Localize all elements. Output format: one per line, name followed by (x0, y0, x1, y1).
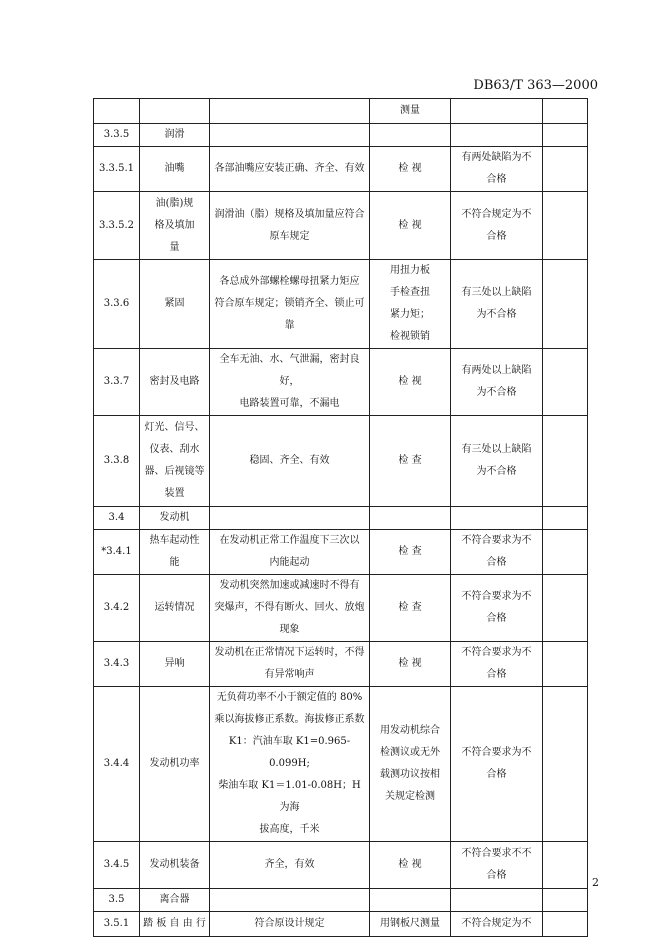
requirement-cell (210, 507, 370, 530)
method-cell: 测量 (370, 99, 451, 124)
requirement-cell: 发动机突然加速或减速时不得有 突爆声，不得有断火、回火、放炮 现象 (210, 575, 370, 642)
method-cell: 检 视 (370, 642, 451, 687)
item-number-cell: 3.3.8 (94, 416, 140, 507)
blank-cell (543, 842, 588, 889)
requirement-cell (210, 99, 370, 124)
method-cell: 检 视 (370, 349, 451, 416)
requirement-cell: 无负荷功率不小于额定值的 80% 乘以海拔修正系数。海拔修正系数 K1：汽油车取 K1=0.965-0.099H; 柴油车取 K1＝1.01-0.08H；H 为海 拔高度，千米 (210, 687, 370, 842)
item-name-cell: 离合器 (140, 889, 210, 912)
method-cell: 检 查 (370, 575, 451, 642)
blank-cell (543, 507, 588, 530)
method-cell: 检 视 (370, 147, 451, 192)
blank-cell (543, 687, 588, 842)
criterion-cell (451, 124, 543, 147)
criterion-cell (451, 99, 543, 124)
requirement-cell: 在发动机正常工作温度下三次以 内能起动 (210, 530, 370, 575)
blank-cell (543, 260, 588, 349)
table-row (94, 842, 588, 889)
criterion-cell: 不符合规定为不 合格 (451, 192, 543, 260)
item-number-cell: 3.3.5 (94, 124, 140, 147)
document-code: DB63/T 363—2000 (473, 78, 598, 93)
item-name-cell: 热车起动性 能 (140, 530, 210, 575)
item-number-cell: 3.4.5 (94, 842, 140, 889)
item-number-cell (94, 99, 140, 124)
item-name-cell: 运转情况 (140, 575, 210, 642)
table-row (94, 147, 588, 192)
table-row (94, 416, 588, 507)
criterion-cell: 不符合要求为不 合格 (451, 530, 543, 575)
requirement-cell: 各部油嘴应安装正确、齐全、有效 (210, 147, 370, 192)
item-name-cell: 发动机功率 (140, 687, 210, 842)
item-name-cell: 润滑 (140, 124, 210, 147)
requirement-cell: 全车无油、水、气泄漏，密封良好， 电路装置可靠，不漏电 (210, 349, 370, 416)
item-name-cell: 紧固 (140, 260, 210, 349)
item-number-cell: 3.4.3 (94, 642, 140, 687)
criterion-cell: 不符合要求为不 合格 (451, 575, 543, 642)
item-name-cell (140, 99, 210, 124)
method-cell: 检 视 (370, 842, 451, 889)
item-name-cell: 油嘴 (140, 147, 210, 192)
item-name-cell: 发动机装备 (140, 842, 210, 889)
table-row (94, 260, 588, 349)
table-row (94, 642, 588, 687)
item-number-cell: 3.3.6 (94, 260, 140, 349)
item-number-cell: 3.5.1 (94, 912, 140, 937)
requirement-cell: 稳固、齐全、有效 (210, 416, 370, 507)
method-cell: 检 视 (370, 192, 451, 260)
table-row (94, 507, 588, 530)
blank-cell (543, 99, 588, 124)
table-row (94, 687, 588, 842)
criterion-cell: 有两处缺陷为不 合格 (451, 147, 543, 192)
blank-cell (543, 912, 588, 937)
item-number-cell: 3.3.5.1 (94, 147, 140, 192)
item-name-cell: 灯光、信号、 仪表、刮水 器、后视镜等 装置 (140, 416, 210, 507)
criterion-cell: 不符合要求为不 合格 (451, 687, 543, 842)
method-cell: 用发动机综合 检测议或无外 载测功议按相 关规定检测 (370, 687, 451, 842)
table-row (94, 575, 588, 642)
item-number-cell: 3.3.5.2 (94, 192, 140, 260)
method-cell: 用钢板尺测量 (370, 912, 451, 937)
method-cell: 检 查 (370, 530, 451, 575)
blank-cell (543, 192, 588, 260)
blank-cell (543, 642, 588, 687)
requirement-cell: 齐全，有效 (210, 842, 370, 889)
blank-cell (543, 349, 588, 416)
item-name-cell: 发动机 (140, 507, 210, 530)
method-cell: 用扭力板 手检查扭 紧力矩； 检视锁销 (370, 260, 451, 349)
criterion-cell (451, 507, 543, 530)
blank-cell (543, 575, 588, 642)
criterion-cell: 有三处以上缺陷 为不合格 (451, 416, 543, 507)
item-name-cell: 踏 板 自 由 行 (140, 912, 210, 937)
item-number-cell: 3.4.2 (94, 575, 140, 642)
blank-cell (543, 124, 588, 147)
blank-cell (543, 147, 588, 192)
requirement-cell: 各总成外部螺栓螺母扭紧力矩应 符合原车规定；锁销齐全、锁止可 靠 (210, 260, 370, 349)
item-name-cell: 密封及电路 (140, 349, 210, 416)
item-number-cell: 3.3.7 (94, 349, 140, 416)
item-number-cell: 3.4.4 (94, 687, 140, 842)
requirement-cell (210, 889, 370, 912)
table-row (94, 99, 588, 124)
criterion-cell: 不符合规定为不 (451, 912, 543, 937)
criterion-cell: 有两处以上缺陷 为不合格 (451, 349, 543, 416)
table-body (94, 99, 588, 937)
method-cell (370, 507, 451, 530)
table-row (94, 124, 588, 147)
requirement-cell: 发动机在正常情况下运转时，不得 有异常响声 (210, 642, 370, 687)
blank-cell (543, 889, 588, 912)
table-row (94, 889, 588, 912)
blank-cell (543, 530, 588, 575)
method-cell (370, 889, 451, 912)
item-name-cell: 异响 (140, 642, 210, 687)
inspection-table (93, 98, 588, 937)
criterion-cell: 有三处以上缺陷 为不合格 (451, 260, 543, 349)
page-number: 2 (592, 876, 599, 889)
criterion-cell: 不符合要求为不 合格 (451, 642, 543, 687)
criterion-cell (451, 889, 543, 912)
method-cell (370, 124, 451, 147)
item-number-cell: 3.4 (94, 507, 140, 530)
item-number-cell: *3.4.1 (94, 530, 140, 575)
table-row (94, 912, 588, 937)
blank-cell (543, 416, 588, 507)
table-row (94, 349, 588, 416)
requirement-cell (210, 124, 370, 147)
item-number-cell: 3.5 (94, 889, 140, 912)
table-row (94, 530, 588, 575)
requirement-cell: 符合原设计规定 (210, 912, 370, 937)
method-cell: 检 查 (370, 416, 451, 507)
item-name-cell: 油(脂)规 格及填加 量 (140, 192, 210, 260)
requirement-cell: 润滑油（脂）规格及填加量应符合 原车规定 (210, 192, 370, 260)
table-row (94, 192, 588, 260)
criterion-cell: 不符合要求不不 合格 (451, 842, 543, 889)
